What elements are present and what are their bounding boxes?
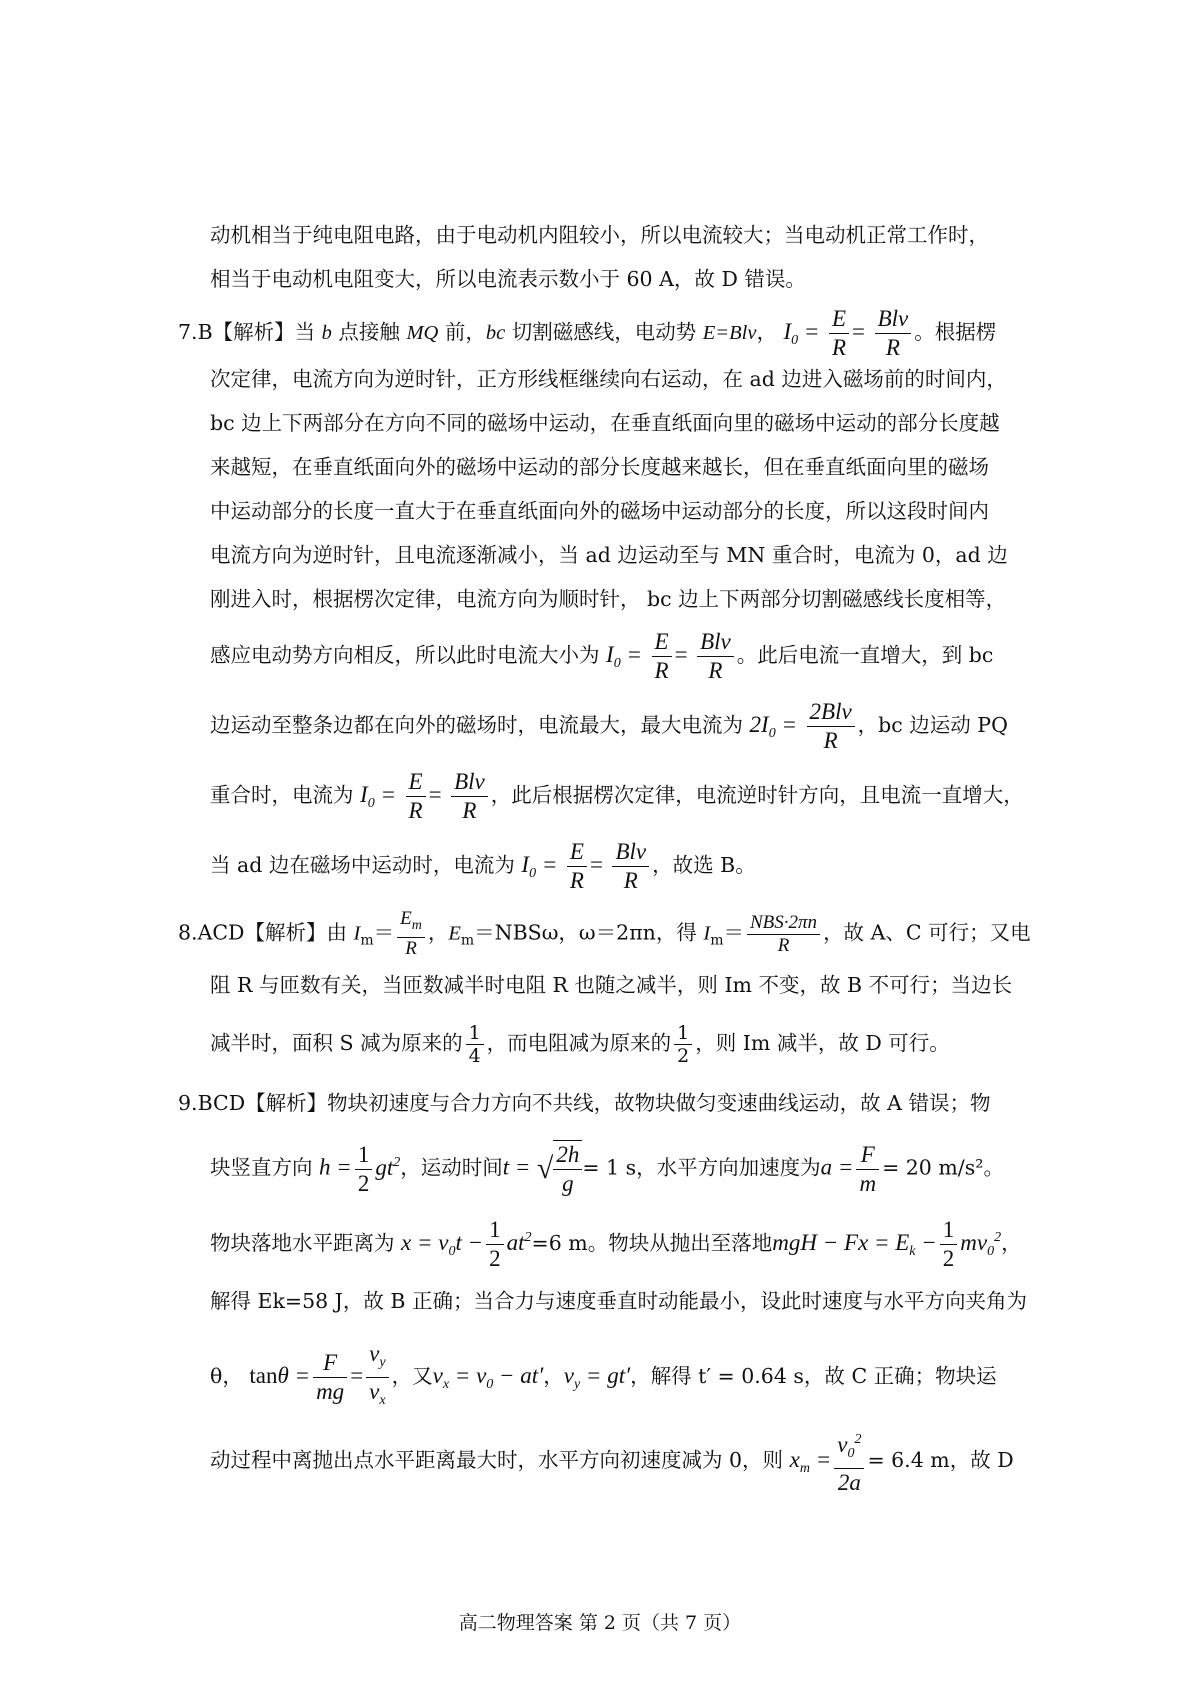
- text-line: 动过程中离抛出点水平距离最大时，水平方向初速度减为 0，则 $x_m$ = $\frac{v_0^2}{2a}$ = 6.4 m，故 D: [210, 1432, 1014, 1495]
- text-line: 次定律，电流方向为逆时针，正方形线框继续向右运动，在 ad 边进入磁场前的时间内，: [210, 367, 1007, 391]
- text-line: 物块落地水平距离为 $x = v_0t$ − $\frac{1}{2}$ $at^2=6$ m。物块从抛出至落地mgH − $Fx = E_k$ − $\frac{1}{2}$ $mv_0^2$，: [210, 1217, 1022, 1271]
- question-7-line-1: 7.B【解析】当 b 点接触 MQ 前，bc 切割磁感线，电动势 E=Blv， $I_0$ = $\frac{E}{R}$ = $\frac{\text{Blv}}{R}$ 。根据楞: [178, 306, 997, 360]
- text-line: 边运动至整条边都在向外的磁场时，电流最大，最大电流为 $2I_0$ = $\frac{\text{2Blv}}{R}$ ，bc 边运动 PQ: [210, 699, 1008, 753]
- text-line: 块竖直方向 h = $\frac{1}{2}$ $gt^2$，运动时间t = √ $\frac{2h}{g}$ = 1 s，水平方向加速度为a = $\frac{F}{m}$ = 20 m/s²。: [210, 1141, 1004, 1196]
- text-line: 电流方向为逆时针，且电流逐渐减小，当 ad 边运动至与 MN 重合时，电流为 0，ad 边: [210, 543, 1008, 567]
- text-line: θ， tanθ = $\frac{F}{mg}$ = $\frac{v_y}{v_x}$ ，又$v_x = v_0 - at'$，$v_y = gt'$，解得 t′ = 0.64 s，故 C 正确；物块运: [210, 1340, 997, 1415]
- text-line: 来越短，在垂直纸面向外的磁场中运动的部分长度越来越长，但在垂直纸面向里的磁场: [210, 455, 989, 479]
- text-line: 中运动部分的长度一直大于在垂直纸面向外的磁场中运动部分的长度，所以这段时间内: [210, 499, 989, 523]
- text-line: 阻 R 与匝数有关，当匝数减半时电阻 R 也随之减半，则 Im 不变，故 B 不可行；当边长: [210, 973, 1013, 997]
- text-line: 刚进入时，根据楞次定律，电流方向为顺时针， bc 边上下两部分切割磁感线长度相等，: [210, 587, 1007, 611]
- text-line: 相当于电动机电阻变大，所以电流表示数小于 60 A，故 D 错误。: [210, 267, 806, 291]
- fraction: $\frac{\text{Blv}}{R}$: [875, 305, 912, 362]
- text-line: 感应电动势方向相反，所以此时电流大小为 $I_0$ = $\frac{E}{R}$ = $\frac{\text{Blv}}{R}$ 。此后电流一直增大，到 bc: [210, 629, 994, 683]
- text-line: 动机相当于纯电阻电路，由于电动机内阻较小，所以电流较大；当电动机正常工作时，: [210, 223, 989, 247]
- text-line: 当 ad 边在磁场中运动时，电流为 $I_0$ = $\frac{E}{R}$ = $\frac{\text{Blv}}{R}$ ，故选 B。: [210, 839, 756, 893]
- sqrt: √ $\frac{2h}{g}$: [537, 1140, 582, 1198]
- text-line: 减半时，面积 S 减为原来的 $\frac{1}{4}$ ，而电阻减为原来的 $\frac{1}{2}$ ，则 Im 减半，故 D 可行。: [210, 1022, 950, 1067]
- question-8-line-1: 8.ACD【解析】由 $I_m=$ $\frac{E_m}{R}$ ，$E_m=NBS\omega$，ω＝2πn，得 $I_m=$ $\frac{\text{NBS·2πn}}{R}$ ，故 A、C 可行；又电: [178, 908, 1031, 959]
- text-line: 解得 Ek=58 J，故 B 正确；当合力与速度垂直时动能最小，设此时速度与水平方向夹角为: [210, 1289, 1027, 1313]
- text-line: 重合时，电流为 $I_0$ = $\frac{E}{R}$ = $\frac{\text{Blv}}{R}$ ，此后根据楞次定律，电流逆时针方向，且电流一直增大，: [210, 769, 1024, 823]
- formula: $I_0$ =: [783, 319, 820, 348]
- text-line: bc 边上下两部分在方向不同的磁场中运动，在垂直纸面向里的磁场中运动的部分长度越: [210, 411, 1000, 435]
- fraction: $\frac{E}{R}$: [829, 305, 849, 362]
- question-9-line-1: 9.BCD【解析】物块初速度与合力方向不共线，故物块做匀变速曲线运动，故 A 错误；物: [178, 1091, 991, 1115]
- page-footer: 高二物理答案 第 2 页（共 7 页）: [458, 1612, 742, 1634]
